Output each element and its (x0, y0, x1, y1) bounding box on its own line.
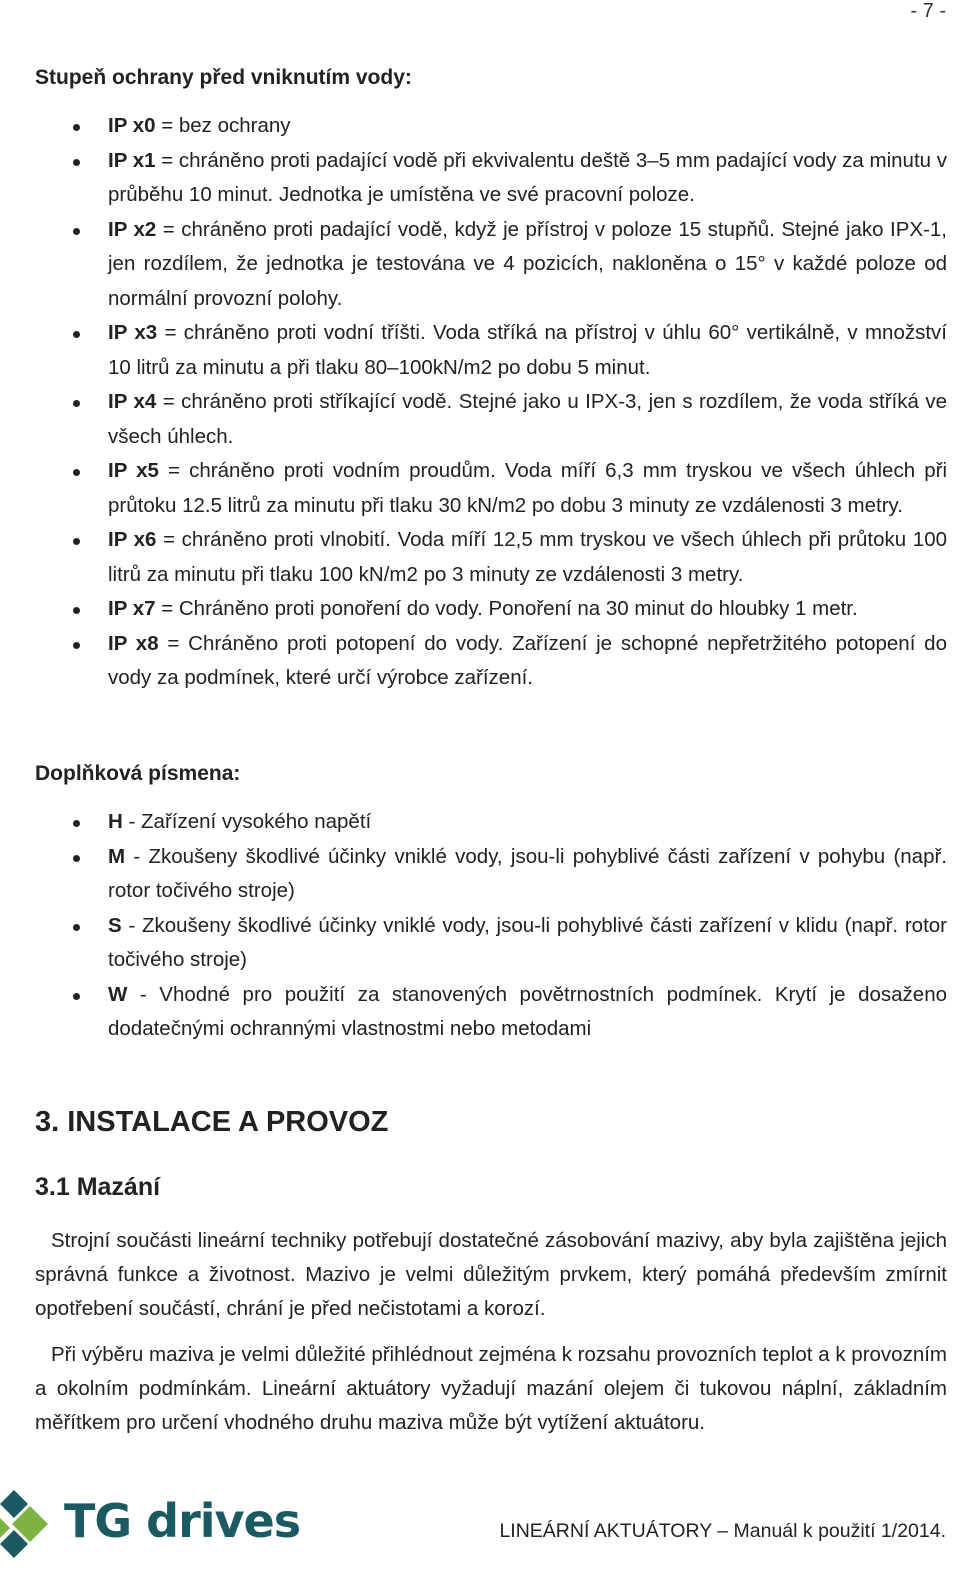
page-footer (0, 1490, 960, 1584)
page-number: - 7 - (910, 0, 946, 22)
list-item (35, 213, 947, 317)
letter-code: H (108, 810, 123, 833)
list-item (35, 592, 947, 627)
ip-code: IP x2 (108, 217, 157, 241)
paragraph: Při výběru maziva je velmi důležité přihlédnout zejména k rozsahu provozních teplot a k provozním a okolním podmínkám. Lineární aktuátory vyžadují mazání olejem či tukovou náplní, základním měřítkem pro určení vhodného druhu maziva může být vytížení aktuátoru. (35, 1343, 947, 1434)
ip-description: = Chráněno proti ponoření do vody. Ponoření na 30 minut do hloubky 1 metr. (155, 597, 858, 620)
tg-drives-logo-icon (0, 1490, 60, 1570)
ip-description: = chráněno proti vodním proudům. Voda míří 6,3 mm tryskou ve všech úhlech při průtoku 12.5 litrů za minutu při tlaku 30 kN/m2 po dobu 3 minuty ze vzdálenosti 3 metry. (108, 459, 948, 517)
bullet-icon (73, 124, 80, 131)
ip-code: IP x1 (108, 148, 156, 172)
ip-code: IP x3 (108, 321, 158, 344)
bullet-icon (73, 855, 80, 862)
ip-code: IP x7 (108, 597, 156, 620)
list-item (35, 627, 947, 696)
ip-description: = bez ochrany (155, 114, 291, 137)
water-protection-heading: Stupeň ochrany před vniknutím vody: (35, 66, 412, 89)
ip-description: = chráněno proti vlnobití. Voda míří 12,5 mm tryskou ve všech úhlech při průtoku 100 litrů za minutu při tlaku 100 kN/m2 po 3 minuty ze vzdálenosti 3 metry. (108, 528, 947, 586)
list-item (35, 909, 947, 978)
bullet-icon (73, 993, 80, 1000)
ip-code: IP x6 (108, 528, 157, 551)
ip-code: IP x4 (108, 390, 157, 413)
paragraph: Strojní součásti lineární techniky potřebují dostatečné zásobování mazivy, aby byla zajištěna jejich správná funkce a životnost. Mazivo je velmi důležitým prvkem, který pomáhá především zmírnit opotřebení součástí, chrání je před nečistotami a korozí. (35, 1229, 947, 1320)
bullet-icon (73, 642, 80, 649)
ip-description: = Chráněno proti potopení do vody. Zařízení je schopné nepřetržitého potopení do vody za podmínek, které určí výrobce zařízení. (108, 631, 947, 689)
bullet-icon (73, 331, 80, 338)
letter-description: - Zkoušeny škodlivé účinky vniklé vody, jsou-li pohyblivé části zařízení v pohybu (např. rotor točivého stroje) (108, 844, 947, 902)
additional-letters-heading: Doplňková písmena: (35, 762, 241, 785)
bullet-icon (73, 924, 80, 931)
ip-code: IP x0 (108, 114, 156, 137)
chapter-section (35, 1106, 947, 1440)
subsection-title: 3.1 Mazání (35, 1173, 161, 1201)
ip-description: = chráněno proti padající vodě, když je přístroj v poloze 15 stupňů. Stejné jako IPX-1, jen rozdílem, že jednotka je testována ve 4 pozicích, nakloněna o 15° v každé poloze od normální provozní polohy. (108, 217, 947, 310)
water-protection-section (35, 66, 947, 696)
list-item (35, 385, 947, 454)
logo-wordmark: TG drives (64, 1494, 301, 1548)
list-item (35, 316, 947, 385)
bullet-icon (73, 469, 80, 476)
ip-description: = chráněno proti vodní tříšti. Voda stříká na přístroj v úhlu 60° vertikálně, v množství 10 litrů za minutu a při tlaku 80–100kN/m2 po dobu 5 minut. (108, 321, 948, 379)
additional-letters-list (35, 805, 947, 1047)
list-item (35, 523, 947, 592)
additional-letters-section (35, 762, 947, 1047)
footer-caption: LINEÁRNÍ AKTUÁTORY – Manuál k použití 1/2014. (499, 1520, 946, 1542)
list-item (35, 144, 947, 213)
bullet-icon (73, 228, 80, 235)
ip-description: = chráněno proti stříkající vodě. Stejné jako u IPX-3, jen s rozdílem, že voda stříká ve všech úhlech. (108, 390, 948, 448)
list-item (35, 109, 947, 144)
bullet-icon (73, 820, 80, 827)
list-item (35, 454, 947, 523)
letter-description: - Zkoušeny škodlivé účinky vniklé vody, jsou-li pohyblivé části zařízení v klidu (např. rotor točivého stroje) (108, 913, 947, 971)
water-protection-list (35, 109, 947, 696)
list-item (35, 840, 947, 909)
ip-code: IP x8 (108, 631, 159, 655)
letter-description: - Zařízení vysokého napětí (122, 810, 372, 833)
bullet-icon (73, 159, 80, 166)
list-item (35, 978, 947, 1047)
list-item (35, 805, 947, 840)
bullet-icon (73, 607, 80, 614)
ip-description: = chráněno proti padající vodě při ekvivalentu deště 3–5 mm padající vody za minutu v průběhu 10 minut. Jednotka je umístěna ve své pracovní poloze. (108, 148, 948, 206)
chapter-title: 3. INSTALACE A PROVOZ (35, 1106, 389, 1138)
letter-code: W (108, 982, 128, 1006)
ip-code: IP x5 (108, 459, 159, 482)
bullet-icon (73, 538, 80, 545)
bullet-icon (73, 400, 80, 407)
letter-code: S (108, 913, 122, 937)
letter-description: - Vhodné pro použití za stanovených povětrnostních podmínek. Krytí je dosaženo dodatečnými ochrannými vlastnostmi nebo metodami (108, 982, 947, 1040)
letter-code: M (108, 844, 126, 868)
